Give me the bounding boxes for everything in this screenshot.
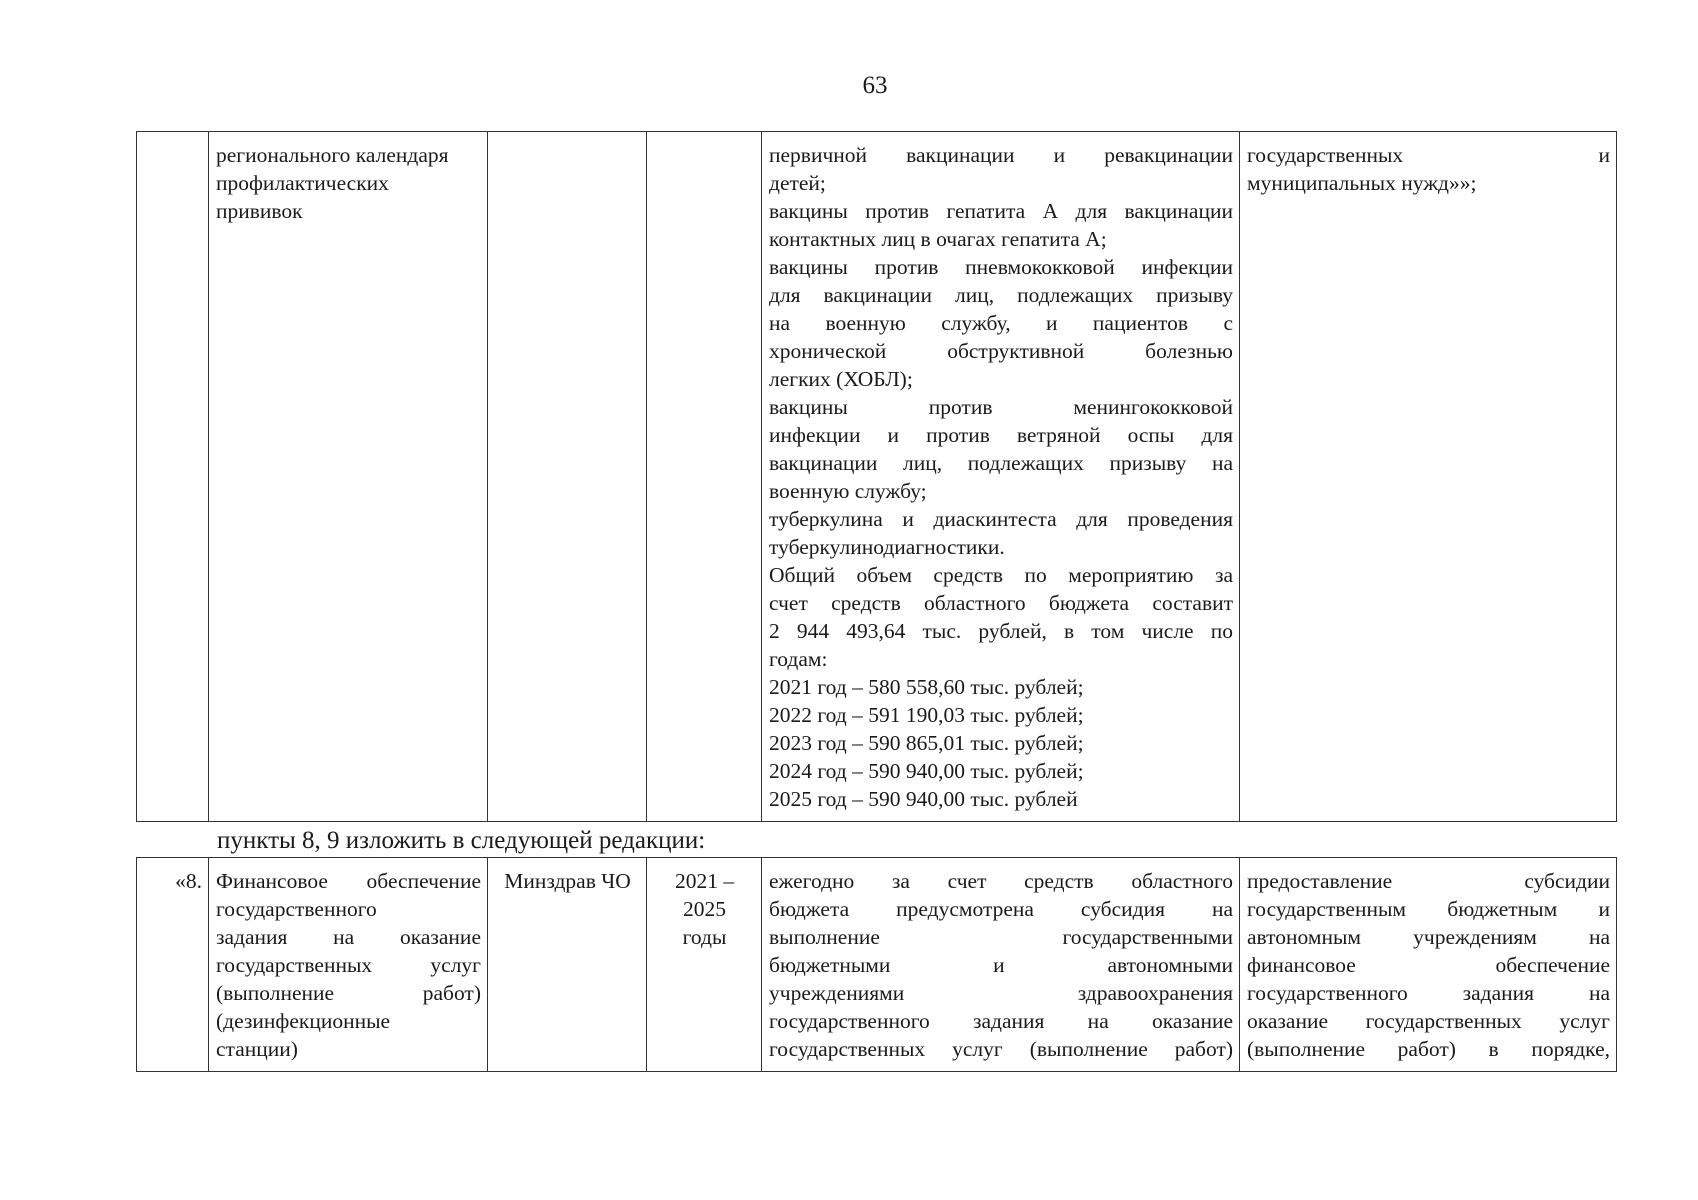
result-cell: [1240, 858, 1617, 1072]
cell-line: государственного: [216, 897, 377, 921]
result-cell: [1240, 132, 1617, 822]
cell-line: 2024 год – 590 940,00 тыс. рублей;: [769, 759, 1084, 783]
cell-line: финансовое обеспечение: [1247, 953, 1610, 977]
cell-line: 2025: [683, 897, 726, 921]
cell-line: военную службу;: [769, 479, 927, 503]
cell-line: профилактических: [216, 171, 389, 195]
cell-line: первичной вакцинации и ревакцинации: [769, 143, 1233, 167]
cell-line: (дезинфекционные: [216, 1009, 391, 1033]
cell-line: учреждениями здравоохранения: [769, 981, 1233, 1005]
cell-line: вакцины против гепатита А для вакцинации: [769, 199, 1233, 223]
cell-line: детей;: [769, 171, 826, 195]
cell-line: муниципальных нужд»»;: [1247, 171, 1477, 195]
cell-line: счет средств областного бюджета составит: [769, 591, 1233, 615]
cell-line: (выполнение работ) в порядке,: [1247, 1037, 1610, 1061]
number-cell: [137, 132, 209, 822]
cell-line: легких (ХОБЛ);: [769, 367, 913, 391]
cell-line: станции): [216, 1037, 298, 1061]
number-cell: «8.: [137, 858, 209, 1072]
cell-line: для вакцинации лиц, подлежащих призыву: [769, 283, 1233, 307]
content-cell: [762, 132, 1240, 822]
cell-line: 2023 год – 590 865,01 тыс. рублей;: [769, 731, 1084, 755]
page-number: 63: [862, 72, 888, 99]
cell-line: годы: [682, 925, 727, 949]
cell-line: туберкулина и диаскинтеста для проведения: [769, 507, 1233, 531]
period-cell: [647, 858, 762, 1072]
cell-line: ежегодно за счет средств областного: [769, 869, 1233, 893]
cell-line: задания на оказание: [216, 925, 481, 949]
cell-line: оказание государственных услуг: [1247, 1009, 1610, 1033]
cell-line: инфекции и против ветряной оспы для: [769, 423, 1233, 447]
cell-line: государственного задания на оказание: [769, 1009, 1233, 1033]
cell-line: годам:: [769, 647, 828, 671]
cell-line: государственных услуг (выполнение работ): [769, 1037, 1233, 1061]
cell-line: выполнение государственными: [769, 925, 1233, 949]
amendment-instruction: пункты 8, 9 изложить в следующей редакции:: [217, 827, 706, 854]
cell-line: государственным бюджетным и: [1247, 897, 1610, 921]
measure-name-cell: [209, 858, 488, 1072]
cell-line: государственных и: [1247, 143, 1610, 167]
cell-line: регионального календаря: [216, 143, 449, 167]
cell-line: вакцины против менингококковой: [769, 395, 1233, 419]
cell-line: на военную службу, и пациентов с: [769, 311, 1233, 335]
cell-line: Общий объем средств по мероприятию за: [769, 563, 1233, 587]
cell-line: туберкулинодиагностики.: [769, 535, 1005, 559]
cell-line: вакцины против пневмококковой инфекции: [769, 255, 1233, 279]
cell-line: автономным учреждениям на: [1247, 925, 1610, 949]
cell-line: Финансовое обеспечение: [216, 869, 481, 893]
cell-line: 2025 год – 590 940,00 тыс. рублей: [769, 787, 1078, 811]
measure-name-cell: [209, 132, 488, 822]
cell-line: 2 944 493,64 тыс. рублей, в том числе по: [769, 619, 1233, 643]
measures-table-new-items: [136, 857, 1617, 1072]
cell-line: государственных услуг: [216, 953, 481, 977]
cell-line: хронической обструктивной болезнью: [769, 339, 1233, 363]
content-cell: [762, 858, 1240, 1072]
table-row: [137, 132, 1617, 822]
executor-cell: [488, 132, 647, 822]
cell-line: прививок: [216, 199, 303, 223]
cell-line: бюджета предусмотрена субсидия на: [769, 897, 1233, 921]
cell-line: 2022 год – 591 190,03 тыс. рублей;: [769, 703, 1084, 727]
cell-line: государственного задания на: [1247, 981, 1610, 1005]
cell-line: бюджетными и автономными: [769, 953, 1233, 977]
cell-line: 2021 год – 580 558,60 тыс. рублей;: [769, 675, 1084, 699]
cell-line: предоставление субсидии: [1247, 869, 1610, 893]
cell-line: контактных лиц в очагах гепатита А;: [769, 227, 1107, 251]
executor-cell: Минздрав ЧО: [488, 858, 647, 1072]
cell-line: 2021 –: [674, 869, 735, 893]
measures-table-continuation: [136, 131, 1617, 822]
period-cell: [647, 132, 762, 822]
table-row: [137, 858, 1617, 1072]
cell-line: вакцинации лиц, подлежащих призыву на: [769, 451, 1233, 475]
cell-line: (выполнение работ): [216, 981, 481, 1005]
